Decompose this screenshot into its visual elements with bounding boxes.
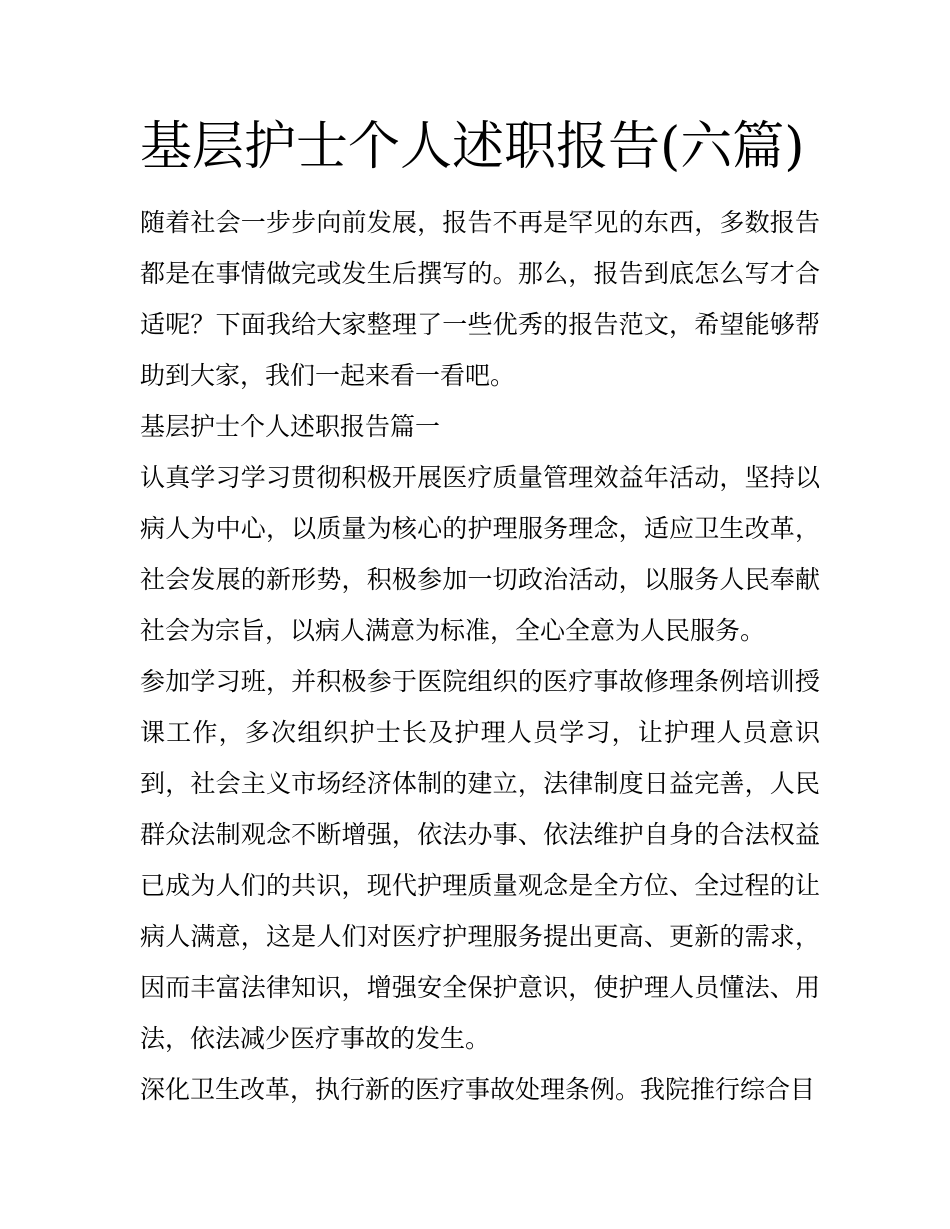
document-title: 基层护士个人述职报告(六篇): [140, 117, 805, 177]
body-paragraph-1: 认真学习学习贯彻积极开展医疗质量管理效益年活动，坚持以病人为中心，以质量为核心的护理服务理念，适应卫生改革，社会发展的新形势，积极参加一切政治活动，以服务人民奉献社会为宗旨，以病人满意为标准，全心全意为人民服务。: [140, 463, 820, 645]
document-body: [140, 197, 820, 1115]
body-paragraph-3: 深化卫生改革，执行新的医疗事故处理条例。我院推行综合目: [140, 1075, 816, 1104]
body-paragraph-2: 参加学习班，并积极参于医院组织的医疗事故修理条例培训授课工作，多次组织护士长及护理人员学习，让护理人员意识到，社会主义市场经济体制的建立，法律制度日益完善，人民群众法制观念不断增强，依法办事、依法维护自身的合法权益已成为人们的共识，现代护理质量观念是全方位、全过程的让病人满意，这是人们对医疗护理服务提出更高、更新的需求，因而丰富法律知识，增强安全保护意识，使护理人员懂法、用法，依法减少医疗事故的发生。: [140, 667, 820, 1053]
intro-paragraph: 随着社会一步步向前发展，报告不再是罕见的东西，多数报告都是在事情做完或发生后撰写的。那么，报告到底怎么写才合适呢？下面我给大家整理了一些优秀的报告范文，希望能够帮助到大家，我们一起来看一看吧。: [140, 208, 820, 390]
section-heading: 基层护士个人述职报告篇一: [140, 412, 441, 441]
